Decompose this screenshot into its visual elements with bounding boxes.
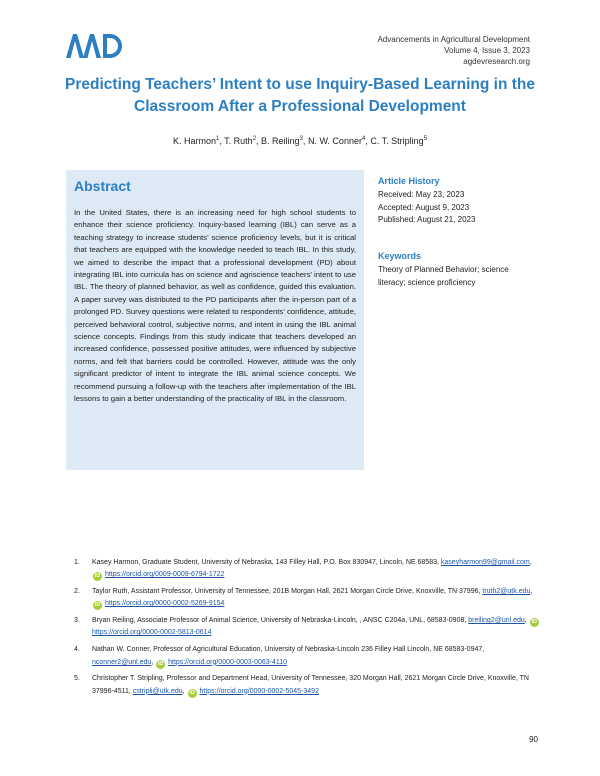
email-link[interactable]: truth2@utk.edu — [482, 588, 531, 596]
orcid-icon: iD — [94, 602, 101, 609]
email-link[interactable]: breiling2@unl.edu — [468, 617, 525, 625]
page-number: 90 — [529, 735, 538, 744]
author: N. W. Conner$^4$ — [307, 136, 366, 146]
orcid-link[interactable]: https://orcid.org/0000-0002-5045-3492 — [199, 687, 319, 695]
author: B. Reiling$^3$ — [261, 136, 303, 146]
journal-header — [377, 34, 530, 67]
journal-website[interactable]: agdevresearch.org — [463, 57, 530, 66]
orcid-icon: iD — [189, 689, 195, 696]
footnote: 2. Taylor Ruth, Assistant Professor, University of Tennessee, 201B Morgan Hall, 2621 Morgan Circle Drive, Knoxville, TN 37996, truth2@utk.edu, iD https://orcid.org/0000-0002-5269-9154 — [74, 588, 533, 609]
orcid-link[interactable]: https://orcid.org/0000-0002-5813-0614 — [92, 629, 212, 637]
email-link[interactable]: kaseyharmon99@gmail.com — [440, 559, 530, 566]
footnote: 5. Christopher T. Stripling, Professor and Department Head, University of Tennessee, 320 Morgan Hall, 2621 Morgan Circle Drive, Knoxville, TN 37996-4511, cstripli@utk.edu, iD https://orcid.org/0000-0002-5045-3492 — [74, 675, 529, 696]
keywords-heading: Keywords — [378, 251, 422, 261]
footnote: 1. Kasey Harmon, Graduate Student, University of Nebraska, 143 Filley Hall, P.O. Box 830947, Lincoln, NE 68583, kaseyharmon99@gmail.com, iD https://orcid.org/0009-0009-6794-1722 — [74, 559, 532, 580]
received-date: Received: May 23, 2023 — [378, 190, 465, 199]
abstract-text: In the United States, there is an increasing need for high school students to enhance their science proficiency. Inquiry-based learning (IBL) can serve as a teaching strategy to increase students’ science proficiency levels, but it is critical that teachers are equipped with the knowledge needed to teach IBL. In this study, we aimed to describe the impact that a professional development (PD) about integrating IBL into curricula has on science and agriscience teachers’ intent to use IBL. The theory of planned behavior, as well as confidence, guided this evaluation. A paper survey was distributed to the PD participants after the in-person part of a prolonged PD. Survey questions were related to respondents’ confidence, attitude, perceived behavioral control, subjective norms, and intent in using the IBL animal science concepts. Findings from this study indicate that teachers developed an increased confidence, possessed positive attitudes, were influenced by subjective norms, and felt that barriers could be controlled. However, attitude was the only significant predictor of intent to integrate the IBL animal science concepts. We recommend pursuing a follow-up with the teachers after implementation of the IBL lessons to gain a better understanding of the practicality of IBL in the classroom. — [74, 208, 356, 404]
footnote: 4. Nathan W. Conner, Professor of Agricultural Education, University of Nebraska-Lincoln 236 Filley Hall Lincoln, NE 68583-0947, nconner2@unl.edu, iD https://orcid.org/0000-0003-0063-4110 — [74, 646, 485, 667]
journal-name: Advancements in Agricultural Development — [377, 35, 530, 44]
keywords-text: Theory of Planned Behavior; science literacy; science proficiency — [378, 265, 509, 287]
author-list: K. Harmon$^1$, T. Ruth$^2$, B. Reiling$^3$, N. W. Conner$^4$, C. T. Stripling$^5$ — [172, 136, 428, 146]
email-link[interactable]: nconner2@unl.edu — [92, 658, 152, 666]
article-history-heading: Article History — [378, 176, 440, 186]
email-link[interactable]: cstripli@utk.edu — [132, 687, 183, 695]
author: T. Ruth$^2$ — [224, 136, 257, 146]
orcid-link[interactable]: https://orcid.org/0000-0003-0063-4110 — [168, 658, 288, 666]
author: C. T. Stripling$^5$ — [370, 136, 428, 146]
author: K. Harmon$^1$ — [172, 136, 220, 146]
published-date: Published: August 21, 2023 — [378, 215, 476, 224]
abstract-heading: Abstract — [74, 178, 131, 194]
journal-logo — [66, 32, 122, 60]
paper-title: Predicting Teachers’ Intent to use Inquiry-Based Learning in the Classroom After a Professional Development — [65, 76, 535, 115]
orcid-link[interactable]: https://orcid.org/0009-0009-6794-1722 — [104, 571, 225, 579]
article-history — [378, 189, 475, 227]
orcid-link[interactable]: https://orcid.org/0000-0002-5269-9154 — [104, 600, 225, 608]
accepted-date: Accepted: August 9, 2023 — [378, 202, 470, 212]
orcid-icon: iD — [157, 660, 164, 667]
footnote: 3. Bryan Reiling, Associate Professor of Animal Science, University of Nebraska-Lincoln, , ANSC C204a, UNL, 68583-0908, breiling2@unl.edu, iD https://orcid.org/0000-0002-5813-0614 — [74, 617, 537, 637]
orcid-icon: iD — [531, 619, 537, 626]
journal-issue: Volume 4, Issue 3, 2023 — [444, 46, 530, 55]
orcid-icon: iD — [94, 573, 101, 580]
author-footnotes — [74, 557, 542, 702]
